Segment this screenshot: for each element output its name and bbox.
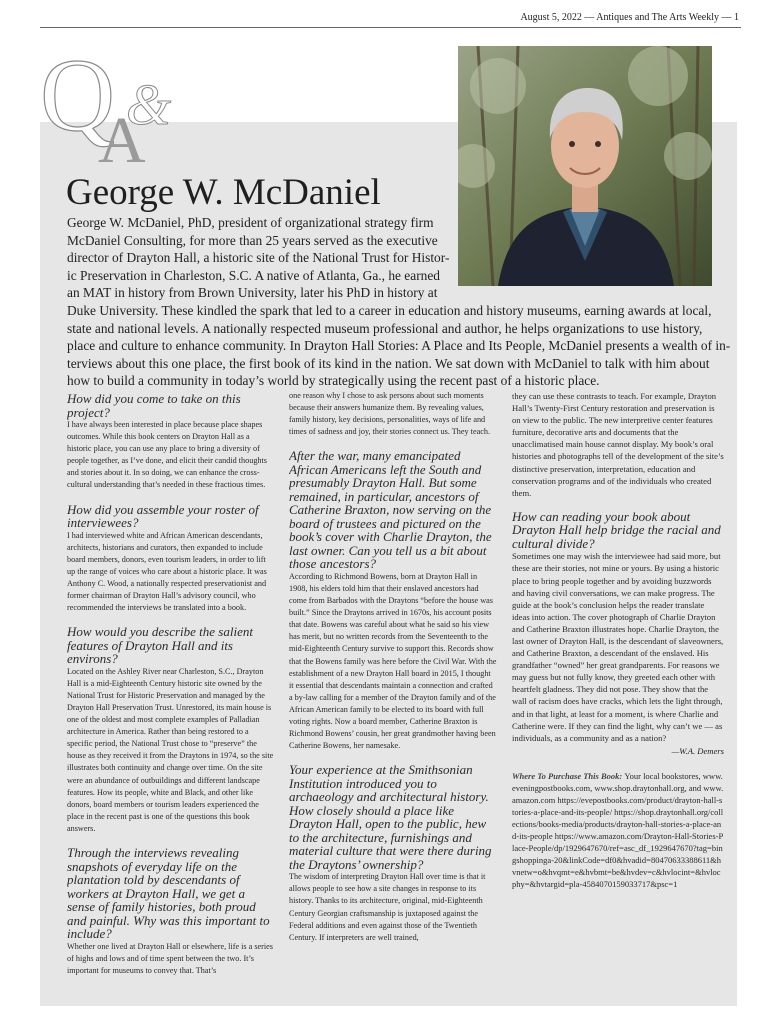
- interview-answer: I had interviewed white and African American descendants, architects, historians and curators, then expanded to include board members, donors, even tourism leaders, in order to lift up the range of voices who care about a historic place. It was Anthony C. Wood, a nationally respected preservationist and former chairman of Drayton Hall’s advisory council, who recommended the interviews be translated into a book.: [67, 530, 267, 613]
- author-portrait-photo: [458, 46, 712, 286]
- interview-answer-continued: they can use these contrasts to teach. For example, Drayton Hall’s Twenty-First Century restoration and preservation is on view to the public. The new interpretive center features furniture, decorative arts and documents that the unacclimatised main house cannot display. My book’s oral histories and photographs tell of the development of the site’s distinctive preservation, interpretation, education and conservation programs and of the individuals who created them.: [512, 391, 724, 498]
- intro-line: how to build a community in today’s world by strategically using the recent past of a historic place.: [67, 373, 600, 389]
- purchase-info: [512, 770, 724, 890]
- qa-logo-q: Q: [40, 38, 116, 153]
- interview-question: Through the interviews revealing snapshots of everyday life on the plantation told by descendants of workers at Drayton Hall, we get a sense of family histories, both proud and painful. Why was this important to include?: [67, 845, 270, 942]
- intro-line: Duke University. These kindled the spark that led to a career in education and history museums, earning awards at local,: [67, 303, 712, 318]
- intro-line: place and culture to enhance community. In Drayton Hall Stories: A Place and Its People, McDaniel presents a wealth of in-: [67, 338, 731, 354]
- intro-line: George W. McDaniel, PhD, president of organizational strategy firm: [67, 215, 434, 230]
- author-signature: —W.A. Demers: [671, 745, 724, 756]
- intro-line: ic Preservation in Charleston, S.C. A native of Atlanta, Ga., he earned: [67, 267, 440, 283]
- interview-question: How would you describe the salient features of Drayton Hall and its environs?: [67, 624, 253, 667]
- intro-line: director of Drayton Hall, a historic site of the National Trust for Histor-: [67, 250, 450, 266]
- header-rule: [40, 27, 741, 28]
- interview-answer: Sometimes one may wish the interviewee had said more, but these are their stories, not mine or yours. By using a historic place to bring people together and by avoiding buzzwords and having civil conversations, we can make progress. The guide at the book’s conclusion helps the reader translate ideas into action. The cover photograph of Charlie Drayton and Catherine Braxton illustrates hope. Charlie Drayton, the last owner of Drayton Hall, is the descendant of slaveowners, and Catherine Braxton, a descendant of the enslaved. His grandfather “owned” her great grandparents. For reasons we may guess but not fully know, they greeted each other with heartfelt gladness. They did not pose. They show that the wall of racism does have cracks, which lets the light through, and in that light, at least for a moment, is where Charlie and Catherine were. If they can find the light, why can’t we — as individuals, as a community and as a nation?: [512, 551, 724, 743]
- column-1: [67, 390, 275, 1002]
- interview-answer: According to Richmond Bowens, born at Drayton Hall in 1908, his elders told him that their enslaved ancestors had come from Barbados with the Draytons “before the house was built.” Since the Draytons arrived in 1670s, his account posits that date. Bowens was careful about what he said so his view has merit, but no written records from the Seventeenth to the mid-Eighteenth Century survive to support this. Records show that the Bowens family was here before the Civil War. With the establishment of a new Drayton Hall board in 2015, I thought it essential that descendants maintain a connection and crafted a by-law calling for a member of the Drayton family and of the African American family to be elected to its board with full voting rights. Now a board member, Catherine Braxton is Richmond Bowens’ cousin, her great grandmother having been Catherine Bowens, her namesake.: [289, 571, 497, 751]
- interview-answer: I have always been interested in place because place shapes outcomes. While this book centers on Drayton Hall as a historic place, you can use any place to bring a diversity of people together, as I’ve done, and elicit their candid thoughts and stories about it. In so doing, we can enhance the cross-cultural understanding that’s needed in these fractious times.: [67, 420, 267, 490]
- article-title: George W. McDaniel: [66, 172, 381, 213]
- running-head: August 5, 2022 — Antiques and The Arts Weekly — 1: [520, 12, 739, 23]
- interview-question: After the war, many emancipated African Americans left the South and presumably Drayton Hall. But some remained, in particular, ancestors of Catherine Braxton, now serving on the board of trustees and pictured on the book’s cover with Charlie Drayton, the last owner. Can you tell us a bit about those ancestors?: [289, 448, 492, 572]
- interview-answer: Located on the Ashley River near Charleston, S.C., Drayton Hall is a mid-Eighteenth Century historic site owned by the National Trust for Historic Preservation and managed by the Drayton Hall Preservation Trust. Unrestored, its main house is one of the oldest and most complete examples of Palladian architecture in America. Rather than being restored to a specific period, the National Trust chose to “preserve” the house as they received it from the Draytons in 1974, so the site illustrates both continuity and change over time. On the site were an abundance of outbuildings and different landscape features. How its people, white and Black, and other like donors, board members or tourism leaders experienced the place in the recent past is one of the questions this book answers.: [67, 666, 274, 833]
- intro-line: an MAT in history from Brown University, later his PhD in history at: [67, 285, 438, 301]
- purchase-links: Your local bookstores, www.eveningpostbooks.com, www.shop.draytonhall.org, and www.amazon.com https://evepostbooks.com/product/drayton-hall-stories-a-place-and-its-people/ https://shop.draytonhall.org/collections/books-media/products/drayton-hall-stories-a-place-and-its-people https://www.amazon.com/Drayton-Hall-Stories-Place-People/dp/1929647670/ref=asc_df_1929647670?tag=bingshoppinga-20&linkCode=df0&hvadid=80470633388611&hvnetw=o&hvqmt=e&hvbmt=be&hvdev=c&hvlocint=&hvlocphy=&hvtargid=pla-4584070159033717&psc=1: [512, 770, 724, 889]
- interview-answer-continued: one reason why I chose to ask persons about such moments because their answers humanize them. By revealing values, family history, key decisions, personalities, ways of life and times of sadness and joy, their stories connect us. They teach.: [289, 391, 490, 437]
- column-2: [289, 390, 497, 1002]
- interview-question: Your experience at the Smithsonian Institution introduced you to archaeology and architectural history. How closely should a place like Drayton Hall, open to the public, hew to the architecture, furnishings and material culture that were there during the Draytons’ ownership?: [289, 762, 492, 872]
- interview-answer: Whether one lived at Drayton Hall or elsewhere, life is a series of highs and lows and of time spent between the two. It’s important for museums to convey that. That’s: [67, 941, 273, 975]
- interview-question: How can reading your book about Drayton Hall help bridge the racial and cultural divide?: [512, 508, 721, 551]
- qa-logo-a: A: [98, 104, 146, 177]
- intro-line: state and national levels. A nationally respected museum professional and author, he helps organizations to use history,: [67, 320, 703, 336]
- intro-line: McDaniel Consulting, for more than 25 years served as the executive: [67, 232, 438, 248]
- interview-question: How did you come to take on this project?: [67, 391, 241, 420]
- purchase-heading: Where To Purchase This Book:: [512, 770, 625, 781]
- interview-answer: The wisdom of interpreting Drayton Hall over time is that it allows people to see how a site changes in response to its history. Thanks to its architecture, original, mid-Eighteenth Century Georgian craftsmanship is juxtaposed against the Federal additions and even against those of the Twentieth Century. If interpreters are well trained,: [289, 872, 486, 942]
- interview-question: How did you assemble your roster of interviewees?: [67, 501, 259, 531]
- intro-line: terviews about this one place, the first book of its kind in the nation. We sat down with McDaniel to talk with him about: [67, 355, 710, 371]
- qa-logo-ampersand: &: [126, 72, 172, 137]
- column-3: [512, 390, 724, 1002]
